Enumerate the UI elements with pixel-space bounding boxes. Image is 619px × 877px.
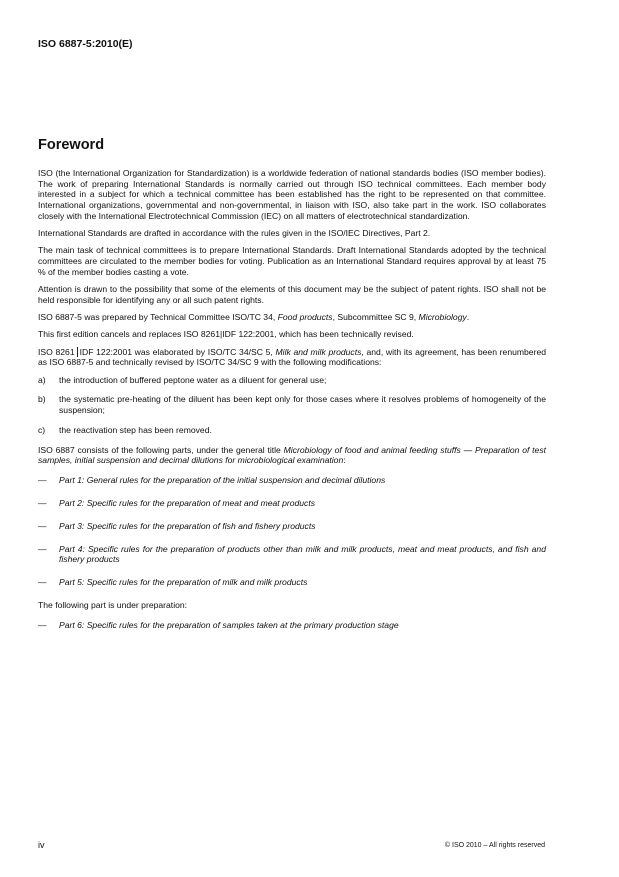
list-item: — Part 3: Specific rules for the preparation of fish and fishery products bbox=[38, 520, 316, 531]
foreword-body bbox=[38, 168, 546, 643]
modification-list bbox=[38, 375, 546, 436]
parts-list bbox=[38, 475, 546, 588]
list-item: a) the introduction of buffered peptone water as a diluent for general use; bbox=[38, 374, 327, 385]
list-item: c) the reactivation step has been removed. bbox=[38, 424, 212, 435]
list-item: — Part 6: Specific rules for the preparation of samples taken at the primary production stage bbox=[38, 619, 399, 630]
copyright-notice: © ISO 2010 – All rights reserved bbox=[444, 842, 545, 849]
page-number: iv bbox=[38, 840, 45, 850]
list-item: — Part 1: General rules for the preparation of the initial suspension and decimal dilutions bbox=[38, 474, 386, 485]
list-item: — Part 2: Specific rules for the preparation of meat and meat products bbox=[38, 497, 316, 508]
page-title: Foreword bbox=[38, 137, 105, 153]
list-item: b) the systematic pre-heating of the diluent has been kept only for those cases where it resolves problems of homogeneity of the suspension; bbox=[38, 394, 546, 416]
paragraph-patent-rights: Attention is drawn to the possibility that some of the elements of this document may be the subject of patent rights. ISO shall not be held responsible for identifying any or all such patent rights. bbox=[38, 284, 546, 305]
document-code: ISO 6887-5:2010(E) bbox=[38, 38, 133, 50]
list-item: — Part 5: Specific rules for the preparation of milk and milk products bbox=[38, 577, 308, 588]
paragraph-first-edition: This first edition cancels and replaces ISO 8261|IDF 122:2001, which has been technically revised. bbox=[38, 329, 414, 340]
list-item: — Part 4: Specific rules for the preparation of products other than milk and milk products, meat and meat products, and fish and fishery products bbox=[38, 543, 546, 565]
future-parts-list bbox=[38, 620, 546, 631]
paragraph-elaborated: ISO 8261 IDF 122:2001 was elaborated by ISO/TC 34/SC 5, Milk and milk products, and, with its agreement, has been renumbered as ISO 6887-5 and technically revised by ISO/TC 34/SC 9 with the following modifications: bbox=[38, 346, 547, 368]
paragraph-parts-intro: ISO 6887 consists of the following parts, under the general title Microbiology of food and animal feeding stuffs — Preparation of test samples, initial suspension and decimal dilutions for microbiological examination: bbox=[38, 444, 547, 466]
paragraph-main-task: The main task of technical committees is to prepare International Standards. Draft International Standards adopted by the technical committees are circulated to the member bodies for voting. Publication as an International Standard requires approval by at least 75 % of the member bodies casting a vote. bbox=[38, 245, 546, 277]
paragraph-iso-intro: ISO (the International Organization for Standardization) is a worldwide federation of national standards bodies (ISO member bodies). The work of preparing International Standards is normally carried out through ISO technical committees. Each member body interested in a subject for which a technical committee has been established has the right to be represented on that committee. International organizations, governmental and non-governmental, in liaison with ISO, also take part in the work. ISO collaborates closely with the International Electrotechnical Commission (IEC) on all matters of electrotechnical standardization. bbox=[38, 168, 546, 221]
paragraph-prepared-by: ISO 6887-5 was prepared by Technical Committee ISO/TC 34, Food products, Subcommittee SC 9, Microbiology. bbox=[38, 312, 470, 323]
paragraph-directives: International Standards are drafted in accordance with the rules given in the ISO/IEC Directives, Part 2. bbox=[38, 228, 431, 239]
paragraph-under-preparation: The following part is under preparation: bbox=[38, 600, 188, 611]
